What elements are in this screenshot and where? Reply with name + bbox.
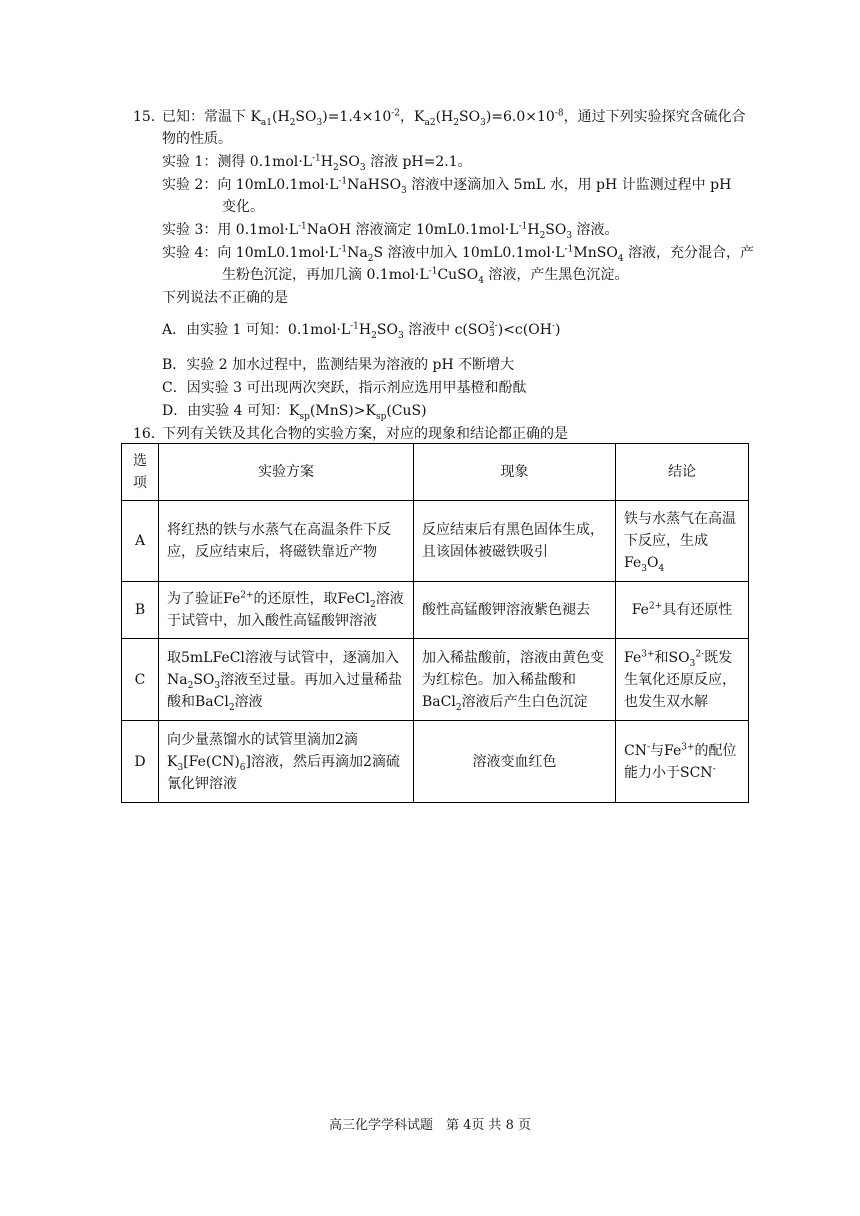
- q15-experiment-2-line1: 实验 2：向 $10mL0.1mol\cdot L^{-1}NaHSO_3$ 溶液中逐滴加入 5mL 水，用 pH 计监测过程中 pH: [162, 176, 732, 196]
- q15-stem-line1: 已知：常温下 $K_{a1}(H_2SO_3)=1.4\times 10^{-2}$，$K_{a2}(H_2SO_3)=6.0\times 10^{-8}$，通过下列实验探究含硫化合: [162, 108, 746, 128]
- q15-experiment-1: 实验 1：测得 $0.1mol\cdot L^{-1}H_2SO_3$ 溶液 pH=2.1。: [162, 153, 472, 173]
- row-plan: 将红热的铁与水蒸气在高温条件下反应，反应结束后，将磁铁靠近产物: [159, 501, 414, 582]
- q15-option-c: C．因实验 3 可出现两次突跃，指示剂应选用甲基橙和酚酞: [162, 380, 527, 396]
- table-row: [122, 639, 749, 721]
- row-conclusion: 铁与水蒸气在高温下反应，生成$Fe_3O_4$: [616, 501, 749, 582]
- row-conclusion: $Fe^{3+}$和$SO_3^{2-}$既发生氧化还原反应，也发生双水解: [616, 639, 749, 721]
- q15-stem-line2: 物的性质。: [162, 131, 232, 147]
- header-conclusion: 结论: [616, 444, 749, 501]
- row-option: D: [122, 721, 159, 803]
- row-phenomenon: 溶液变血红色: [414, 721, 616, 803]
- table-row: [122, 501, 749, 582]
- row-phenomenon: 酸性高锰酸钾溶液紫色褪去: [414, 582, 616, 639]
- q16-table: [121, 443, 749, 803]
- q15-question: 下列说法不正确的是: [162, 290, 288, 306]
- table-header-row: [122, 444, 749, 501]
- header-phenomenon: 现象: [414, 444, 616, 501]
- row-plan: 为了验证$Fe^{2+}$的还原性，取FeCl$_2$溶液于试管中，加入酸性高锰酸钾溶液: [159, 582, 414, 639]
- table-row: [122, 721, 749, 803]
- row-conclusion: $Fe^{2+}$具有还原性: [616, 582, 749, 639]
- row-option: C: [122, 639, 159, 721]
- q15-experiment-4-line2: 生粉色沉淀，再加几滴 $0.1mol\cdot L^{-1}CuSO_4$ 溶液，产生黑色沉淀。: [222, 266, 629, 286]
- q15-experiment-2-line2: 变化。: [222, 199, 264, 215]
- page-footer: 高三化学学科试题 第 4页 共 8 页: [328, 1118, 532, 1133]
- row-option: A: [122, 501, 159, 582]
- q15-option-a: A．由实验 1 可知：$0.1mol\cdot L^{-1}H_2SO_3$ 溶液中 c(SO 2- 3 )<c(OH-): [162, 321, 561, 341]
- q15-option-d: D．由实验 4 可知：$K_{sp}(MnS)>K_{sp}(CuS)$: [162, 403, 427, 422]
- q15-number: 15．: [133, 109, 165, 125]
- q16-number: 16．: [133, 426, 165, 442]
- row-plan: 向少量蒸馏水的试管里滴加2滴$K_3[Fe(CN)_6]$溶液，然后再滴加2滴硫氰化钾溶液: [159, 721, 414, 803]
- q15-experiment-3: 实验 3：用 $0.1mol\cdot L^{-1}NaOH$ 溶液滴定 $10mL0.1mol\cdot L^{-1}H_2SO_3$ 溶液。: [162, 221, 619, 241]
- table-row: [122, 582, 749, 639]
- row-phenomenon: 加入稀盐酸前，溶液由黄色变为红棕色。加入稀盐酸和BaCl$_2$溶液后产生白色沉淀: [414, 639, 616, 721]
- row-plan: 取5mLFeCl溶液与试管中，逐滴加入$Na_2SO_3$溶液至过量。再加入过量稀盐酸和BaCl$_2$溶液: [159, 639, 414, 721]
- row-phenomenon: 反应结束后有黑色固体生成，且该固体被磁铁吸引: [414, 501, 616, 582]
- row-conclusion: CN-与$Fe^{3+}$的配位能力小于SCN-: [616, 721, 749, 803]
- header-plan: 实验方案: [159, 444, 414, 501]
- q15-experiment-4-line1: 实验 4：向 $10mL0.1mol\cdot L^{-1}Na_2S$ 溶液中加入 $10mL0.1mol\cdot L^{-1}MnSO_4$ 溶液，充分混合，产: [162, 244, 754, 264]
- header-option: 选 项: [122, 444, 159, 501]
- row-option: B: [122, 582, 159, 639]
- q16-stem: 下列有关铁及其化合物的实验方案，对应的现象和结论都正确的是: [162, 426, 568, 442]
- q15-option-b: B．实验 2 加水过程中，监测结果为溶液的 pH 不断增大: [162, 357, 515, 373]
